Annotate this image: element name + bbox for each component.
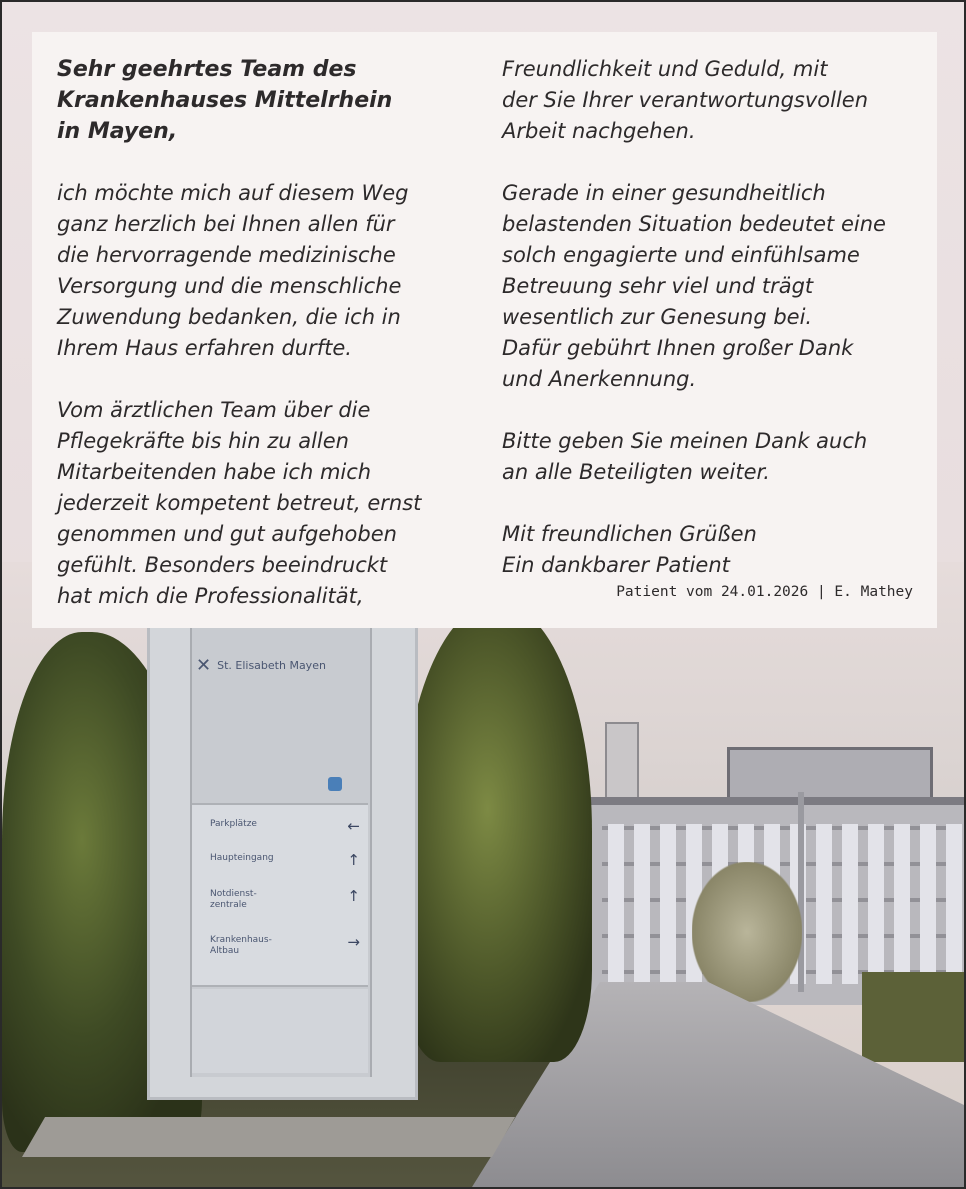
cross-logo-icon: ✕	[196, 655, 212, 676]
sign-row-old-building	[210, 935, 360, 957]
letter-paragraph: Vom ärztlichen Team über die Pflegekräfte bis hin zu allen Mitarbeitenden habe ich mich jederzeit kompetent betreut, ernst genommen und gut aufgehoben gefühlt. Besonders beeindruckt hat mich die Professionalität,	[57, 398, 422, 608]
letter-column-left	[57, 54, 487, 612]
sign-row-label: Notdienst- zentrale	[210, 889, 257, 910]
letter-signature: Patient vom 24.01.2026 | E. Mathey	[616, 584, 913, 600]
photo-tree-right	[692, 862, 802, 1002]
letter-paragraph: Bitte geben Sie meinen Dank auch an alle Beteiligten weiter.	[502, 429, 868, 484]
letter-column-right	[502, 54, 927, 581]
photo-hedge-right	[862, 972, 964, 1062]
hospital-photo	[2, 562, 964, 1187]
letter-paragraph: ich möchte mich auf diesem Weg ganz herzlich bei Ihnen allen für die hervorragende medizinische Versorgung und die menschliche Zuwendung bedanken, die ich in Ihrem Haus erfahren durfte.	[57, 181, 409, 360]
arrow-up-icon: ↑	[347, 887, 360, 905]
arrow-left-icon: ←	[347, 817, 360, 835]
arrow-up-icon: ↑	[347, 851, 360, 869]
sign-row-label: Krankenhaus- Altbau	[210, 935, 272, 956]
direction-sign	[147, 614, 418, 1100]
letter-salutation: Sehr geehrtes Team des Krankenhauses Mittelrhein in Mayen,	[57, 57, 393, 144]
thank-you-letter	[32, 32, 937, 628]
sign-inner-board	[190, 627, 372, 1077]
sign-direction-panel	[192, 803, 368, 987]
arrow-right-icon: →	[347, 933, 360, 951]
sign-logo	[196, 655, 366, 676]
sign-lower-panel	[192, 989, 368, 1073]
sign-row-parking	[210, 819, 360, 833]
sign-row-emergency	[210, 889, 360, 911]
photo-trees-middle	[402, 602, 592, 1062]
sign-marker-icon	[328, 777, 342, 791]
photo-chimney	[605, 722, 639, 806]
sign-row-label: Haupteingang	[210, 853, 274, 863]
letter-paragraph: Freundlichkeit und Geduld, mit der Sie Ihrer verantwortungsvollen Arbeit nachgehen.	[502, 57, 869, 143]
photo-low-wall	[22, 1117, 515, 1157]
sign-logo-text: St. Elisabeth Mayen	[217, 659, 326, 672]
letter-paragraph: Gerade in einer gesundheitlich belastenden Situation bedeutet eine solch engagierte und einfühlsame Betreuung sehr viel und trägt wesentlich zur Genesung bei. Dafür gebührt Ihnen großer Dank und Anerkennung.	[502, 181, 886, 391]
sign-row-main-entrance	[210, 853, 360, 867]
letter-closing: Mit freundlichen Grüßen Ein dankbarer Patient	[502, 522, 757, 577]
sign-row-label: Parkplätze	[210, 819, 257, 829]
